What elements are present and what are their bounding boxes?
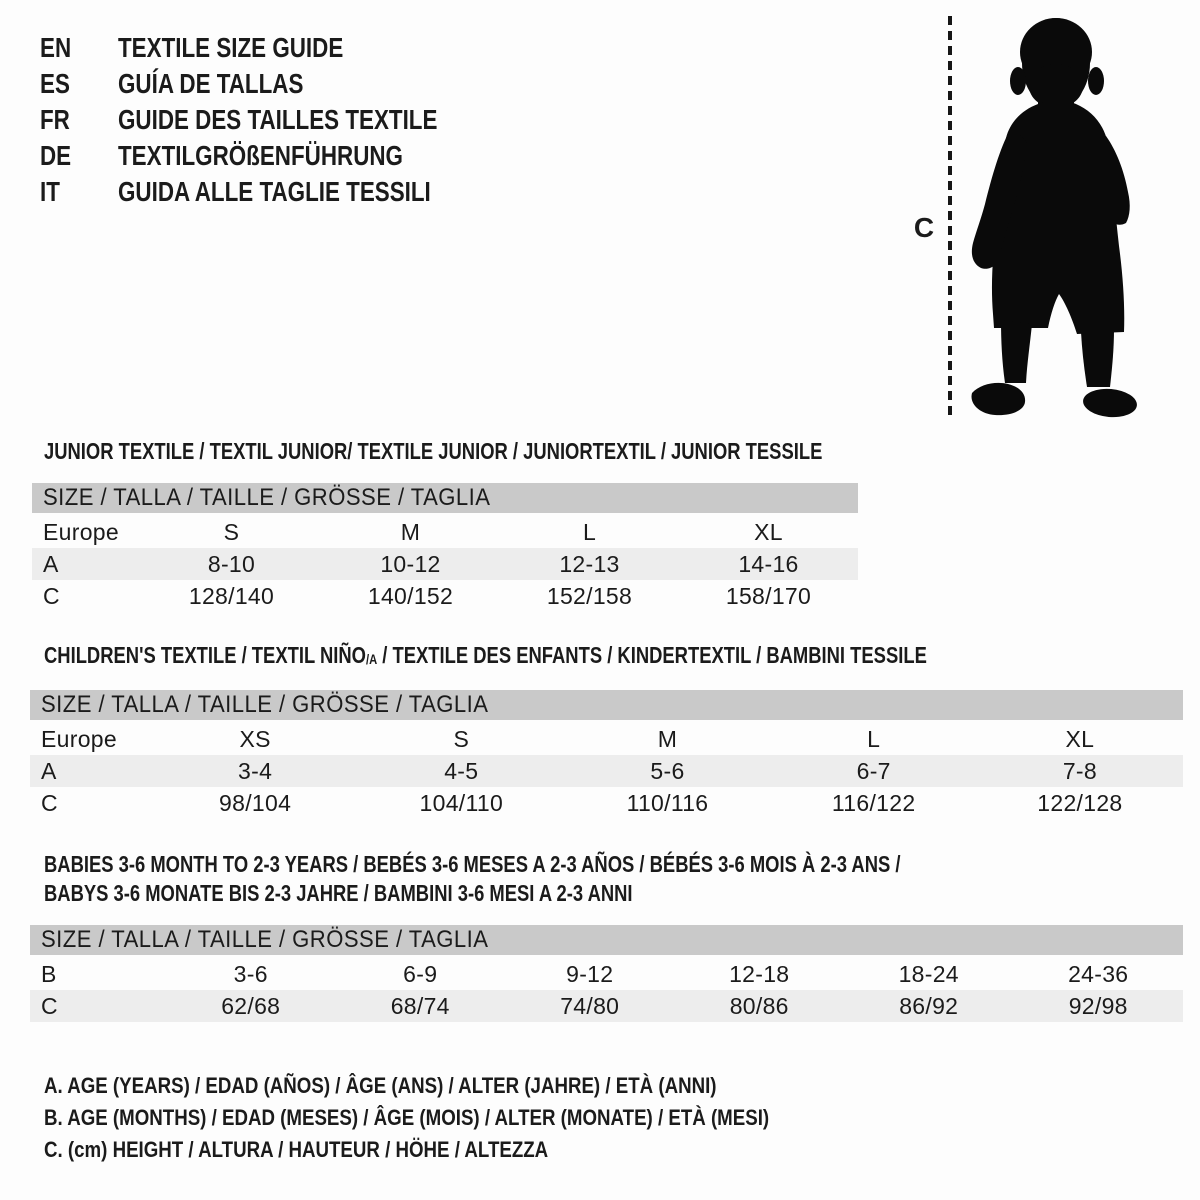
cell-value: 80/86 — [729, 993, 789, 1019]
children-heading-post: / TEXTILE DES ENFANTS / KINDERTEXTIL / BAMBINI TESSILE — [377, 642, 927, 668]
guide-title — [118, 66, 517, 102]
cell-value: 18-24 — [898, 961, 959, 987]
cell-value: 104/110 — [419, 790, 504, 816]
language-code-text: EN — [40, 32, 72, 63]
junior-heading-text: JUNIOR TEXTILE / TEXTIL JUNIOR/ TEXTILE JUNIOR / JUNIORTEXTIL / JUNIOR TESSILE — [44, 438, 823, 464]
language-code — [40, 102, 118, 138]
size-header-label: SIZE / TALLA / TAILLE / GRÖSSE / TAGLIA — [41, 926, 489, 953]
language-row-en — [40, 30, 517, 66]
size-header-label: SIZE / TALLA / TAILLE / GRÖSSE / TAGLIA — [43, 484, 491, 511]
language-code — [40, 66, 118, 102]
legend-note-text: A. AGE (YEARS) / EDAD (AÑOS) / ÂGE (ANS) / ALTER (JAHRE) / ETÀ (ANNI) — [44, 1073, 717, 1098]
language-code — [40, 30, 118, 66]
legend-note-text: C. (cm) HEIGHT / ALTURA / HAUTEUR / HÖHE / ALTEZZA — [44, 1137, 549, 1162]
guide-title-text: GUÍA DE TALLAS — [118, 68, 304, 99]
table-row-europe — [32, 516, 858, 548]
cell-value: 4-5 — [444, 758, 479, 784]
cell-value: 14-16 — [738, 551, 799, 577]
cell-value: 10-12 — [380, 551, 441, 577]
language-row-es — [40, 66, 517, 102]
children-heading-pre: CHILDREN'S TEXTILE / TEXTIL NIÑO — [44, 642, 366, 668]
language-row-it — [40, 174, 517, 210]
cell-value: 9-12 — [566, 961, 614, 987]
cell-value: 3-6 — [233, 961, 268, 987]
size-header-bar — [30, 690, 1183, 720]
guide-title — [118, 30, 517, 66]
junior-section-heading — [44, 438, 1017, 465]
guide-title — [118, 138, 517, 174]
row-label: Europe — [41, 726, 117, 752]
row-label: A — [41, 758, 57, 784]
height-measure-dashed-line — [948, 16, 952, 418]
babies-section-heading — [44, 851, 1115, 907]
guide-title-text: TEXTILGRÖßENFÜHRUNG — [118, 140, 403, 171]
cell-value: 7-8 — [1062, 758, 1097, 784]
cell-value: 92/98 — [1068, 993, 1128, 1019]
row-label: A — [43, 551, 59, 577]
table-row-age-years — [30, 755, 1183, 787]
language-title-list — [40, 30, 517, 210]
language-code — [40, 138, 118, 174]
guide-title — [118, 102, 517, 138]
cell-value: L — [867, 726, 881, 752]
legend-note-a — [44, 1070, 897, 1102]
cell-value: 122/128 — [1037, 790, 1123, 816]
legend-notes — [44, 1070, 897, 1166]
cell-value: 74/80 — [560, 993, 620, 1019]
language-row-de — [40, 138, 517, 174]
cell-value: M — [400, 519, 421, 545]
cell-value: S — [223, 519, 240, 545]
size-header-label: SIZE / TALLA / TAILLE / GRÖSSE / TAGLIA — [41, 691, 489, 718]
row-label: Europe — [43, 519, 119, 545]
cell-value: 86/92 — [899, 993, 959, 1019]
row-label: C — [43, 583, 60, 609]
row-label: C — [41, 790, 58, 816]
table-row-age-months — [30, 958, 1183, 990]
guide-title-text: GUIDE DES TAILLES TEXTILE — [118, 104, 438, 135]
row-label: C — [41, 993, 58, 1019]
guide-title — [118, 174, 517, 210]
size-header-bar — [30, 925, 1183, 955]
cell-value: 68/74 — [390, 993, 450, 1019]
language-code-text: FR — [40, 104, 70, 135]
cell-value: M — [657, 726, 678, 752]
cell-value: XS — [239, 726, 271, 752]
cell-value: 152/158 — [546, 583, 633, 609]
toddler-silhouette-icon — [960, 12, 1140, 420]
cell-value: 128/140 — [188, 583, 275, 609]
language-code — [40, 174, 118, 210]
legend-note-c — [44, 1134, 897, 1166]
children-heading-text — [44, 642, 927, 673]
height-measure-label — [906, 212, 942, 244]
babies-size-table — [30, 925, 1183, 1022]
table-row-height-cm — [32, 580, 858, 612]
cell-value: 12-13 — [559, 551, 620, 577]
language-code-text: IT — [40, 176, 60, 207]
cell-value: 8-10 — [207, 551, 256, 577]
row-label: B — [41, 961, 57, 987]
cell-value: 140/152 — [367, 583, 454, 609]
cell-value: 12-18 — [729, 961, 790, 987]
language-row-fr — [40, 102, 517, 138]
junior-size-table — [32, 483, 858, 612]
cell-value: 5-6 — [650, 758, 685, 784]
cell-value: 158/170 — [725, 583, 812, 609]
children-heading-sub: /A — [365, 651, 378, 667]
table-row-europe — [30, 723, 1183, 755]
table-row-height-cm — [30, 787, 1183, 819]
cell-value: 6-7 — [856, 758, 891, 784]
size-header-bar — [32, 483, 858, 513]
cell-value: 116/122 — [831, 790, 916, 816]
cell-value: S — [453, 726, 470, 752]
children-section-heading — [44, 642, 1148, 673]
language-code-text: ES — [40, 68, 70, 99]
guide-title-text: TEXTILE SIZE GUIDE — [118, 32, 344, 63]
table-row-height-cm — [30, 990, 1183, 1022]
babies-heading-line1: BABIES 3-6 MONTH TO 2-3 YEARS / BEBÉS 3-6 MESES A 2-3 AÑOS / BÉBÉS 3-6 MOIS À 2-3 ANS / — [44, 851, 901, 877]
guide-title-text: GUIDA ALLE TAGLIE TESSILI — [118, 176, 431, 207]
cell-value: 3-4 — [238, 758, 273, 784]
table-row-age-years — [32, 548, 858, 580]
legend-note-b — [44, 1102, 897, 1134]
cell-value: 62/68 — [221, 993, 281, 1019]
legend-note-text: B. AGE (MONTHS) / EDAD (MESES) / ÂGE (MOIS) / ALTER (MONATE) / ETÀ (MESI) — [44, 1105, 770, 1130]
language-code-text: DE — [40, 140, 72, 171]
babies-heading-line2: BABYS 3-6 MONATE BIS 2-3 JAHRE / BAMBINI 3-6 MESI A 2-3 ANNI — [44, 880, 633, 906]
cell-value: 6-9 — [403, 961, 438, 987]
cell-value: 110/116 — [626, 790, 709, 816]
height-measure-letter: C — [913, 212, 935, 243]
cell-value: L — [582, 519, 597, 545]
cell-value: 98/104 — [219, 790, 292, 816]
cell-value: 24-36 — [1068, 961, 1129, 987]
children-size-table — [30, 690, 1183, 819]
cell-value: XL — [754, 519, 783, 545]
cell-value: XL — [1065, 726, 1095, 752]
